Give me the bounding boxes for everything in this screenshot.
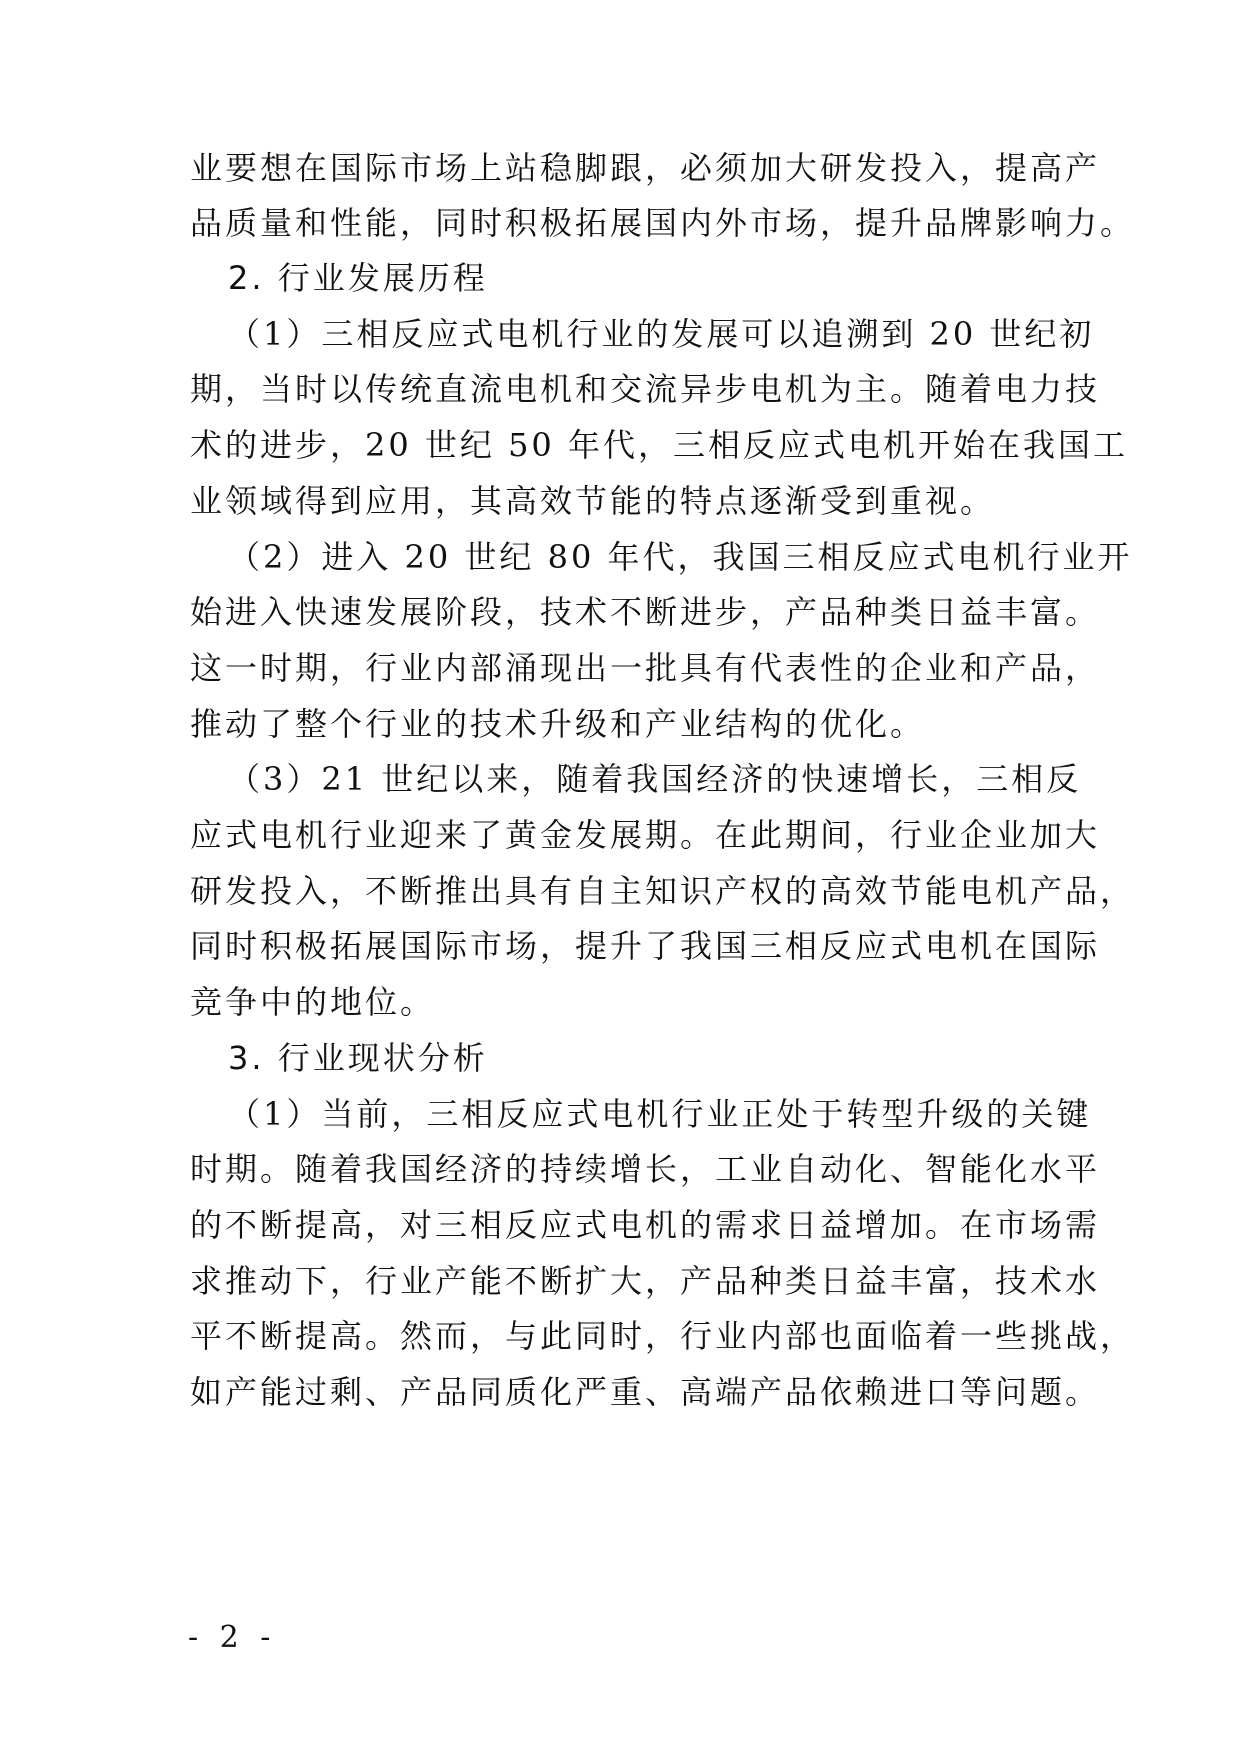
body-text-line: 业要想在国际市场上站稳脚跟，必须加大研发投入，提高产 [190, 149, 1101, 187]
body-text-line: 术的进步，20 世纪 50 年代，三相反应式电机开始在我国工 [190, 426, 1128, 464]
body-text-line: （1）三相反应式电机行业的发展可以追溯到 20 世纪初 [228, 315, 1095, 353]
body-text-line: 时期。随着我国经济的持续增长，工业自动化、智能化水平 [190, 1150, 1101, 1188]
section-heading: 2. 行业发展历程 [228, 259, 488, 297]
body-text-line: 品质量和性能，同时积极拓展国内外市场，提升品牌影响力。 [190, 204, 1136, 242]
body-text-line: 业领域得到应用，其高效节能的特点逐渐受到重视。 [190, 482, 996, 520]
body-text-line: 这一时期，行业内部涌现出一批具有代表性的企业和产品， [190, 649, 1101, 687]
body-text-line: 始进入快速发展阶段，技术不断进步，产品种类日益丰富。 [190, 593, 1101, 631]
body-text-line: 如产能过剩、产品同质化严重、高端产品依赖进口等问题。 [190, 1373, 1101, 1411]
page-number: - 2 - [188, 1620, 277, 1655]
body-text-line: 推动了整个行业的技术升级和产业结构的优化。 [190, 705, 926, 743]
section-heading: 3. 行业现状分析 [228, 1039, 488, 1077]
body-text-line: 同时积极拓展国际市场，提升了我国三相反应式电机在国际 [190, 927, 1101, 965]
body-text-line: （2）进入 20 世纪 80 年代，我国三相反应式电机行业开 [228, 538, 1133, 576]
body-text-line: 期，当时以传统直流电机和交流异步电机为主。随着电力技 [190, 370, 1101, 408]
body-text-line: （3）21 世纪以来，随着我国经济的快速增长，三相反 [228, 760, 1082, 798]
body-text-line: 平不断提高。然而，与此同时，行业内部也面临着一些挑战， [190, 1317, 1136, 1355]
body-text-line: （1）当前，三相反应式电机行业正处于转型升级的关键 [228, 1095, 1092, 1133]
body-text-line: 研发投入，不断推出具有自主知识产权的高效节能电机产品， [190, 872, 1136, 910]
body-text-line: 竞争中的地位。 [190, 983, 436, 1021]
body-text-line: 的不断提高，对三相反应式电机的需求日益增加。在市场需 [190, 1206, 1101, 1244]
body-text-line: 应式电机行业迎来了黄金发展期。在此期间，行业企业加大 [190, 816, 1101, 854]
body-text-line: 求推动下，行业产能不断扩大，产品种类日益丰富，技术水 [190, 1262, 1101, 1300]
